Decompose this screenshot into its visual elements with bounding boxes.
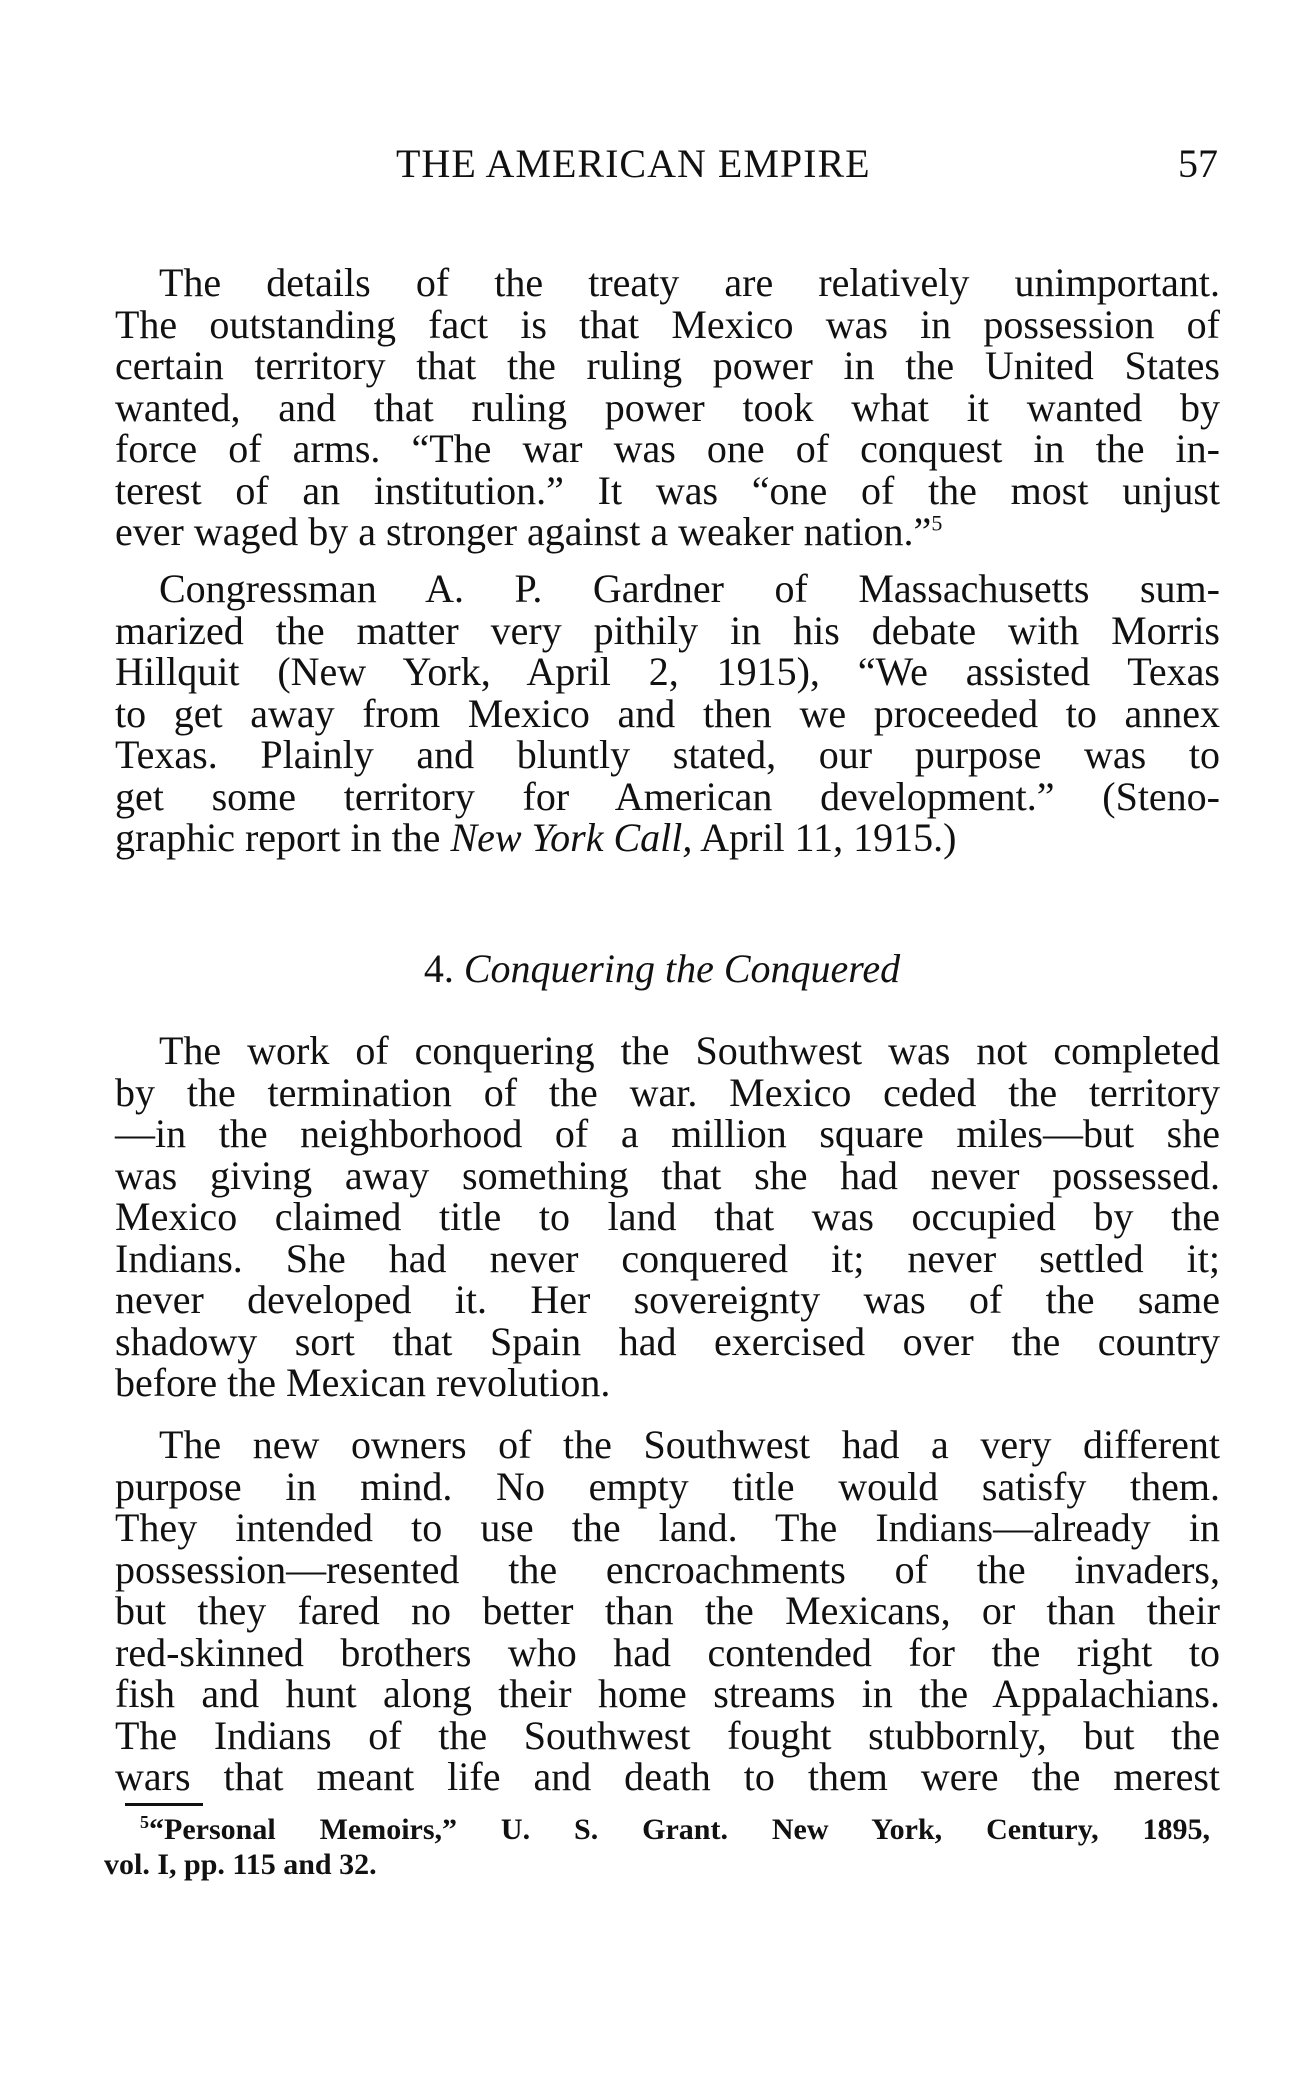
text-line: certain territory that the ruling power in the United States — [115, 343, 1220, 388]
running-head — [118, 140, 1218, 190]
text-line: The details of the treaty are relatively unimportant. — [159, 260, 1220, 305]
text-line: purpose in mind. No empty title would satisfy them. — [115, 1463, 1220, 1509]
text-line: possession—resented the encroachments of the invaders, — [115, 1546, 1220, 1592]
text-fragment: April 11, 1915.) — [692, 815, 957, 860]
text-line: but they fared no better than the Mexicans, or than their — [115, 1588, 1220, 1633]
text-line: Mexico claimed title to land that was occupied by the — [115, 1194, 1220, 1239]
publication-title: New York Call, — [450, 815, 693, 860]
text-line: before the Mexican revolution. — [115, 1360, 611, 1405]
text-line: Texas. Plainly and bluntly stated, our purpose was to — [115, 732, 1220, 777]
footnote-reference: 5 — [931, 510, 943, 536]
paragraph-southwest — [115, 1030, 1220, 1404]
text-line: was giving away something that she had never possessed. — [115, 1152, 1220, 1198]
footnote-mark: 5 — [140, 1812, 149, 1832]
text-line: Hillquit (New York, April 2, 1915), “We assisted Texas — [115, 649, 1220, 694]
footnote — [104, 1812, 1210, 1882]
section-title: Conquering the Conquered — [463, 946, 901, 991]
text-line: marized the matter very pithily in his debate with Morris — [115, 607, 1220, 653]
footnote-divider — [125, 1803, 203, 1806]
text-line: —in the neighborhood of a million square miles—but she — [115, 1111, 1220, 1156]
text-line — [115, 511, 1220, 553]
text-line: Congressman A. P. Gardner of Massachusetts sum- — [159, 566, 1220, 611]
text-line: by the termination of the war. Mexico ceded the territory — [115, 1069, 1220, 1115]
section-number: 4. — [423, 946, 454, 991]
text-line: terest of an institution.” It was “one of the most unjust — [115, 467, 1220, 513]
text-line: The work of conquering the Southwest was not completed — [159, 1028, 1220, 1073]
paragraph-treaty — [115, 262, 1220, 553]
text-fragment: ever waged by a stronger against a weaker nation.” — [115, 509, 932, 554]
text-line: force of arms. “The war was one of conquest in the in- — [115, 426, 1220, 471]
footnote-text: “Personal Memoirs,” U. S. Grant. New York, Century, 1895, — [149, 1813, 1210, 1846]
footnote-line: vol. I, pp. 115 and 32. — [104, 1848, 377, 1881]
text-line: shadowy sort that Spain had exercised over the country — [115, 1318, 1220, 1364]
text-line: red-skinned brothers who had contended for the right to — [115, 1629, 1220, 1675]
paragraph-new-owners — [115, 1424, 1220, 1798]
text-line: to get away from Mexico and then we proceeded to annex — [115, 690, 1220, 736]
text-line: never developed it. Her sovereignty was of the same — [115, 1277, 1220, 1322]
text-line: wars that meant life and death to them were the merest — [115, 1754, 1220, 1799]
text-fragment: graphic report in the — [115, 815, 451, 860]
running-title: THE AMERICAN EMPIRE — [396, 141, 871, 186]
page-number: 57 — [1178, 141, 1218, 186]
text-line: The outstanding fact is that Mexico was in possession of — [115, 301, 1220, 347]
text-line: Indians. She had never conquered it; never settled it; — [115, 1235, 1220, 1281]
text-line — [115, 817, 1220, 859]
paragraph-gardner — [115, 568, 1220, 859]
footnote-line — [104, 1812, 1210, 1847]
section-heading — [0, 945, 1300, 992]
text-line: fish and hunt along their home streams in the Appalachians. — [115, 1671, 1220, 1716]
text-line: get some territory for American development.” (Steno- — [115, 773, 1220, 819]
text-line: They intended to use the land. The Indians—already in — [115, 1505, 1220, 1550]
text-line: The Indians of the Southwest fought stubbornly, but the — [115, 1712, 1220, 1758]
text-line: wanted, and that ruling power took what it wanted by — [115, 384, 1220, 430]
text-line: The new owners of the Southwest had a very different — [159, 1422, 1220, 1467]
